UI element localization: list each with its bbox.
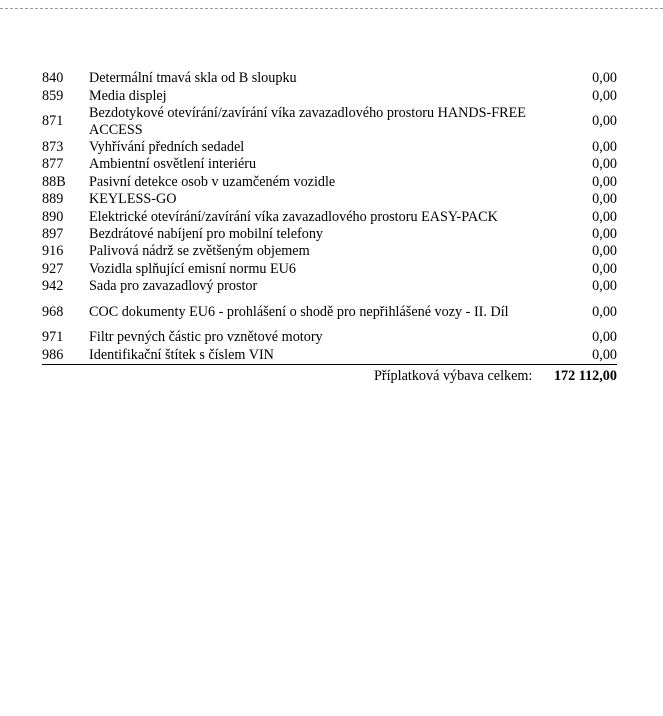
equipment-table	[42, 70, 617, 365]
item-price: 0,00	[592, 243, 617, 260]
item-price: 0,00	[592, 208, 617, 225]
item-description: Identifikační štítek s číslem VIN	[89, 347, 529, 365]
item-code: 890	[42, 208, 64, 225]
item-price: 0,00	[592, 156, 617, 173]
page-top-border	[0, 8, 663, 9]
table-row	[42, 261, 617, 278]
item-price: 0,00	[592, 113, 617, 130]
item-price: 0,00	[592, 173, 617, 190]
table-row	[42, 208, 617, 225]
item-code: 889	[42, 191, 64, 208]
item-code: 871	[42, 113, 64, 130]
item-description: Sada pro zavazadlový prostor	[89, 278, 258, 295]
item-price: 0,00	[592, 278, 617, 295]
table-row	[42, 347, 617, 365]
total-summary	[42, 368, 617, 385]
item-description: Bezdotykové otevírání/zavírání víka zavazadlového prostoru HANDS-FREE ACCESS	[89, 104, 526, 138]
total-label: Příplatková výbava celkem:	[374, 368, 533, 384]
item-description: KEYLESS-GO	[89, 191, 177, 208]
item-description: Pasivní detekce osob v uzamčeném vozidle	[89, 173, 336, 190]
item-code: 927	[42, 260, 64, 277]
item-price: 0,00	[529, 347, 617, 365]
table-row	[42, 243, 617, 260]
table-row	[42, 295, 617, 329]
table-row	[42, 191, 617, 208]
item-code: 859	[42, 87, 64, 104]
item-price: 0,00	[592, 260, 617, 277]
item-description: Filtr pevných částic pro vznětové motory	[89, 329, 323, 346]
item-description: Bezdrátové nabíjení pro mobilní telefony	[89, 225, 324, 242]
total-value: 172 112,00	[553, 368, 617, 384]
item-description: Media displej	[89, 87, 167, 104]
item-description: Ambientní osvětlení interiéru	[89, 156, 257, 173]
item-description: Determální tmavá skla od B sloupku	[89, 70, 297, 87]
item-code: 971	[42, 329, 64, 346]
item-code: 986	[42, 347, 89, 365]
item-description: Vyhřívání předních sedadel	[89, 138, 245, 155]
table-row	[42, 278, 617, 295]
table-row	[42, 87, 617, 104]
item-price: 0,00	[592, 225, 617, 242]
item-price: 0,00	[592, 70, 617, 87]
table-row	[42, 105, 617, 139]
table-row	[42, 70, 617, 87]
table-row	[42, 156, 617, 173]
item-description: COC dokumenty EU6 - prohlášení o shodě pro nepřihlášené vozy - II. Díl	[89, 303, 509, 320]
table-row	[42, 329, 617, 346]
item-code: 916	[42, 243, 64, 260]
item-price: 0,00	[592, 329, 617, 346]
item-description: Palivová nádrž se zvětšeným objemem	[89, 243, 310, 260]
item-description: Vozidla splňující emisní normu EU6	[89, 260, 297, 277]
item-code: 968	[42, 303, 64, 320]
item-code: 873	[42, 138, 64, 155]
item-code: 897	[42, 225, 64, 242]
table-row	[42, 226, 617, 243]
item-code: 840	[42, 70, 64, 87]
item-code: 942	[42, 278, 64, 295]
item-price: 0,00	[592, 191, 617, 208]
item-code: 877	[42, 156, 64, 173]
table-row	[42, 139, 617, 156]
table-row	[42, 174, 617, 191]
item-price: 0,00	[592, 87, 617, 104]
item-price: 0,00	[592, 138, 617, 155]
item-description: Elektrické otevírání/zavírání víka zavazadlového prostoru EASY-PACK	[89, 208, 498, 225]
item-price: 0,00	[592, 303, 617, 320]
item-code: 88B	[42, 173, 66, 190]
